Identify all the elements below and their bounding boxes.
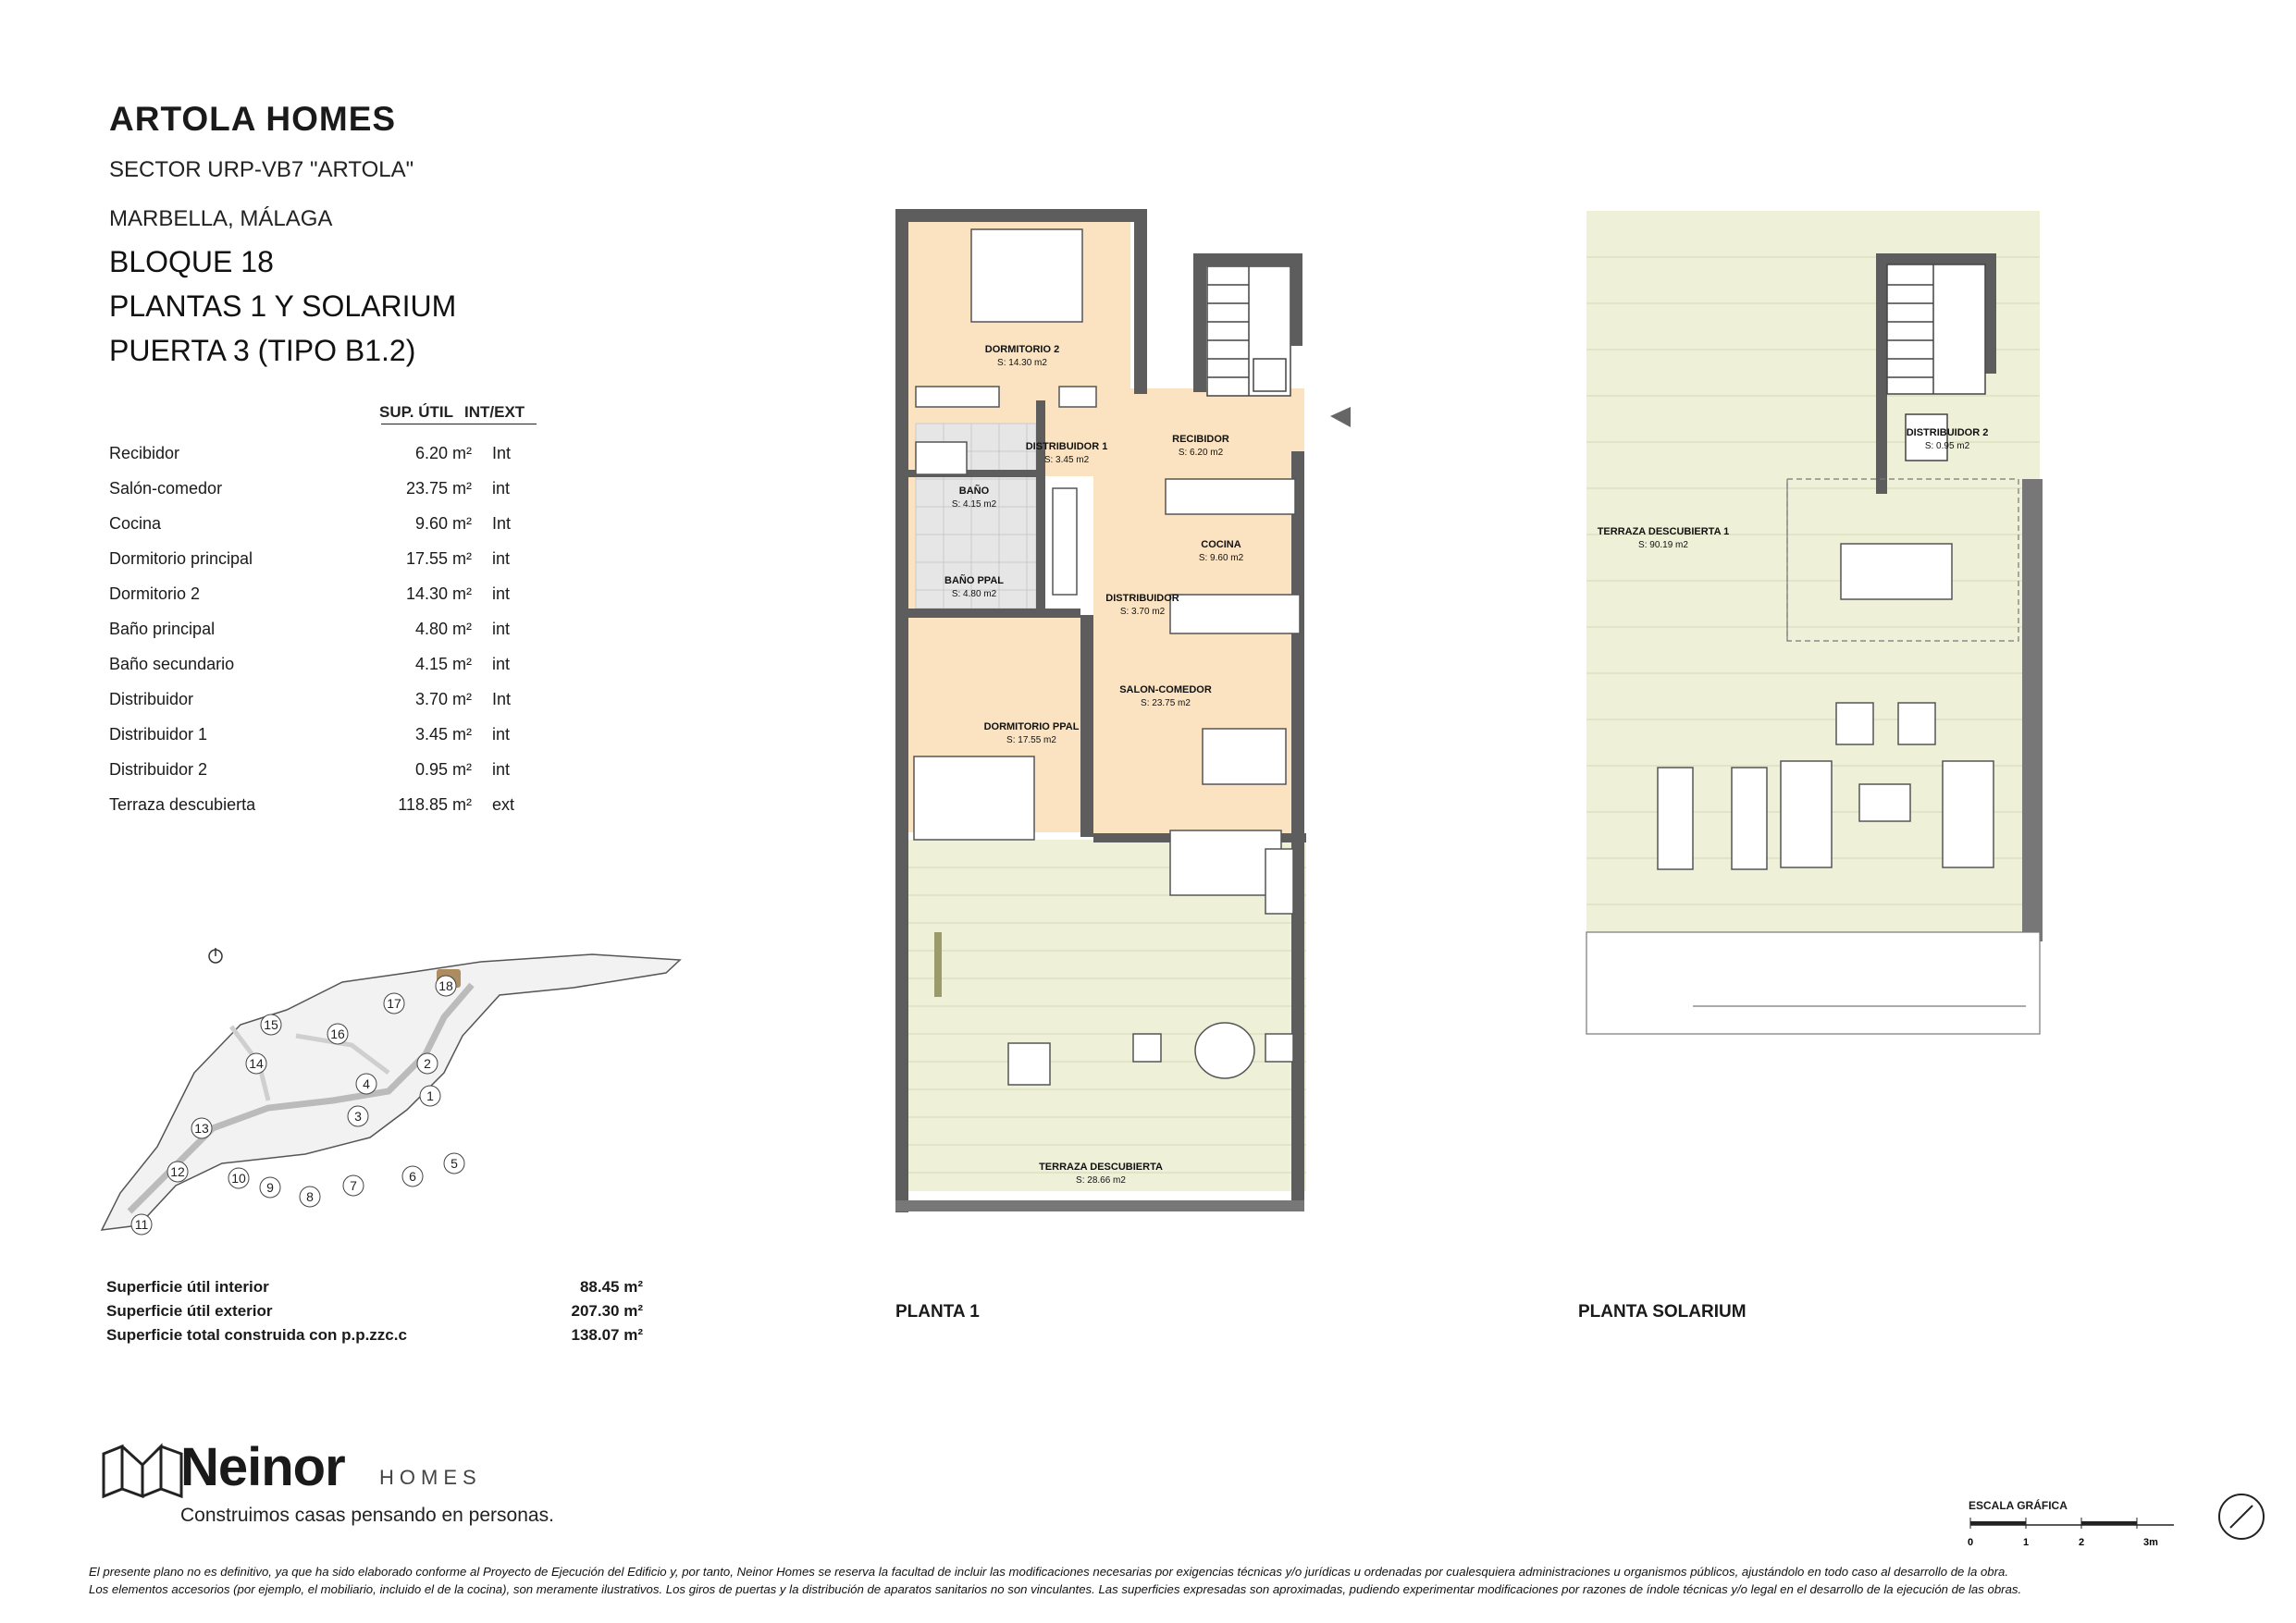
svg-text:2: 2	[424, 1056, 431, 1071]
block-number-1	[420, 1086, 440, 1106]
svg-text:S: 6.20 m2: S: 6.20 m2	[1178, 448, 1224, 458]
sunbed-icon	[1732, 768, 1767, 869]
kitchen-counter-icon	[1166, 479, 1295, 514]
svg-text:BAÑO PPAL: BAÑO PPAL	[944, 575, 1004, 586]
room-name: Baño secundario	[109, 655, 235, 673]
plan-caption-level-1: PLANTA 1	[895, 1302, 980, 1322]
wardrobe-icon	[1053, 488, 1077, 595]
block-number-15	[261, 1014, 281, 1035]
room-type: int	[492, 479, 511, 498]
sofa-icon	[1170, 830, 1281, 895]
svg-text:9: 9	[266, 1180, 274, 1195]
svg-text:6: 6	[409, 1169, 416, 1184]
door-line: PUERTA 3 (TIPO B1.2)	[109, 334, 416, 367]
wardrobe-icon	[916, 387, 999, 407]
room-name: Terraza descubierta	[109, 795, 256, 814]
svg-text:13: 13	[194, 1121, 209, 1136]
solarium-lower-terrace	[1586, 932, 2040, 1034]
room-area: 4.15 m²	[414, 655, 472, 673]
room-name: Dormitorio principal	[109, 549, 253, 568]
svg-text:COCINA: COCINA	[1201, 539, 1241, 550]
svg-text:14: 14	[249, 1056, 264, 1071]
scale-bar	[1961, 1503, 2183, 1555]
room-area: 4.80 m²	[414, 620, 472, 638]
room-type: int	[492, 760, 511, 779]
dining-table-icon	[1203, 729, 1286, 784]
table-row	[109, 760, 553, 795]
room-type: int	[492, 725, 511, 744]
total-value: 207.30 m²	[571, 1302, 643, 1320]
svg-text:DISTRIBUIDOR: DISTRIBUIDOR	[1105, 593, 1179, 604]
svg-text:S: 14.30 m2: S: 14.30 m2	[997, 358, 1047, 368]
svg-text:S: 9.60 m2: S: 9.60 m2	[1198, 553, 1244, 563]
wardrobe-icon	[1059, 387, 1096, 407]
room-area: 3.45 m²	[414, 725, 472, 744]
block-number-8	[300, 1187, 320, 1207]
total-value: 138.07 m²	[571, 1326, 643, 1344]
svg-text:S: 3.45 m2: S: 3.45 m2	[1043, 455, 1090, 465]
scale-tick: 1	[2022, 1537, 2030, 1548]
svg-text:17: 17	[387, 996, 401, 1011]
block-number-17	[384, 993, 404, 1014]
svg-text:S: 17.55 m2: S: 17.55 m2	[1006, 735, 1056, 745]
svg-text:DISTRIBUIDOR 1: DISTRIBUIDOR 1	[1025, 441, 1108, 452]
table-row	[109, 690, 553, 725]
site-plan	[74, 934, 703, 1248]
table-row	[109, 479, 553, 514]
floor-plan-level-1	[888, 202, 1351, 1219]
scale-tick: 2	[2078, 1537, 2085, 1548]
scale-tick: 3m	[2143, 1537, 2158, 1548]
neinor-logo-icon	[100, 1443, 189, 1500]
floor-plan-solarium	[1573, 202, 2072, 1219]
bathtub-icon	[916, 442, 967, 474]
block-number-16	[327, 1024, 348, 1044]
svg-text:S: 90.19 m2: S: 90.19 m2	[1638, 540, 1688, 550]
block-number-10	[228, 1168, 249, 1188]
block-number-5	[444, 1153, 464, 1174]
terrace-table-icon	[1008, 1043, 1050, 1085]
svg-text:10: 10	[231, 1171, 246, 1186]
svg-text:5: 5	[451, 1156, 458, 1171]
svg-text:18: 18	[438, 978, 453, 993]
table-row	[109, 655, 553, 690]
block-number-13	[191, 1118, 212, 1138]
scale-tick: 0	[1967, 1537, 1974, 1548]
room-name: Baño principal	[109, 620, 216, 638]
outdoor-sofa-icon	[1943, 761, 1994, 867]
svg-text:1: 1	[426, 1088, 434, 1103]
block-number-9	[260, 1177, 280, 1198]
disclaimer-line-2: Los elementos accesorios (por ejemplo, el mobiliario, incluido el de la cocina), son meramente ilustrativos. Los giros de puertas y la distribución de aparatos sanitarios no son vinculantes. Las superficies expresadas son aproximadas, pudiendo experimentar modificaciones por razones de índole técnicas y/o legal en el desarrollo de la ejecución de las obras.	[89, 1582, 2022, 1596]
col-type-header: INT/EXT	[464, 403, 525, 421]
total-name: Superficie total construida con p.p.zzc.c	[106, 1326, 407, 1344]
room-type: int	[492, 655, 511, 673]
room-type: int	[492, 584, 511, 603]
entrance-arrow-icon	[1330, 407, 1351, 427]
location-line: MARBELLA, MÁLAGA	[109, 206, 333, 231]
svg-text:15: 15	[264, 1017, 278, 1032]
svg-text:S: 28.66 m2: S: 28.66 m2	[1076, 1175, 1126, 1186]
outdoor-sofa-icon	[1781, 761, 1832, 867]
svg-text:3: 3	[354, 1109, 362, 1124]
round-table-icon	[1195, 1023, 1254, 1078]
lounger-icon	[1265, 1034, 1293, 1062]
table-row	[109, 444, 553, 479]
north-marker-icon	[209, 948, 222, 963]
svg-text:16: 16	[330, 1027, 345, 1041]
lounger-icon	[1133, 1034, 1161, 1062]
master-bed-icon	[914, 756, 1034, 840]
room-area: 23.75 m²	[405, 479, 472, 498]
block-number-7	[343, 1175, 364, 1196]
svg-text:8: 8	[306, 1189, 314, 1204]
room-type: Int	[492, 514, 512, 533]
table-row	[109, 549, 553, 584]
kitchen-island-icon	[1170, 595, 1300, 633]
coffee-table-icon	[1859, 784, 1910, 821]
block-line: BLOQUE 18	[109, 245, 274, 278]
room-name: Cocina	[109, 514, 162, 533]
plan-caption-solarium: PLANTA SOLARIUM	[1578, 1302, 1747, 1322]
room-name: Distribuidor	[109, 690, 194, 708]
room-area: 17.55 m²	[405, 549, 472, 568]
table-row	[109, 514, 553, 549]
svg-text:TERRAZA DESCUBIERTA: TERRAZA DESCUBIERTA	[1039, 1162, 1163, 1173]
block-number-12	[167, 1162, 188, 1182]
svg-text:RECIBIDOR: RECIBIDOR	[1172, 434, 1229, 445]
total-row	[106, 1278, 643, 1302]
block-number-14	[246, 1053, 266, 1074]
double-bed-icon	[971, 229, 1082, 322]
svg-text:7: 7	[350, 1178, 357, 1193]
block-number-4	[356, 1074, 376, 1094]
svg-text:S: 23.75 m2: S: 23.75 m2	[1141, 698, 1191, 708]
room-name: Recibidor	[109, 444, 180, 462]
brand-name: Neinor	[180, 1437, 345, 1497]
floors-line: PLANTAS 1 Y SOLARIUM	[109, 289, 457, 323]
scale-title: ESCALA GRÁFICA	[1969, 1499, 2068, 1512]
sunbed-icon	[1658, 768, 1693, 869]
armchair-icon	[1265, 849, 1293, 914]
room-type: ext	[492, 795, 515, 814]
svg-text:DORMITORIO 2: DORMITORIO 2	[984, 344, 1060, 355]
svg-text:S: 4.80 m2: S: 4.80 m2	[951, 589, 997, 599]
room-name: Distribuidor 1	[109, 725, 208, 744]
table-row	[109, 620, 553, 655]
table-row	[109, 584, 553, 620]
room-type: int	[492, 549, 511, 568]
block-number-18	[436, 976, 456, 996]
total-row	[106, 1326, 643, 1350]
svg-text:BAÑO: BAÑO	[958, 486, 990, 497]
block-number-11	[131, 1214, 152, 1235]
project-title: ARTOLA HOMES	[109, 100, 397, 138]
svg-text:TERRAZA DESCUBIERTA 1: TERRAZA DESCUBIERTA 1	[1597, 526, 1730, 537]
table-row	[109, 725, 553, 760]
svg-text:4: 4	[363, 1076, 370, 1091]
outdoor-armchair-icon	[1898, 703, 1935, 744]
svg-text:S: 4.15 m2: S: 4.15 m2	[951, 499, 997, 510]
room-area: 14.30 m²	[405, 584, 472, 603]
svg-text:S: 3.70 m2: S: 3.70 m2	[1119, 607, 1166, 617]
room-area: 9.60 m²	[414, 514, 472, 533]
svg-text:S: 0.95 m2: S: 0.95 m2	[1924, 441, 1970, 451]
room-name: Salón-comedor	[109, 479, 223, 498]
total-row	[106, 1302, 643, 1326]
svg-text:SALON-COMEDOR: SALON-COMEDOR	[1119, 684, 1212, 695]
sector-line: SECTOR URP-VB7 "ARTOLA"	[109, 157, 414, 182]
svg-text:DORMITORIO PPAL: DORMITORIO PPAL	[983, 721, 1080, 732]
room-area: 6.20 m²	[414, 444, 472, 462]
room-area: 0.95 m²	[414, 760, 472, 779]
room-area: 3.70 m²	[414, 690, 472, 708]
brand-tagline: Construimos casas pensando en personas.	[180, 1505, 554, 1526]
svg-text:11: 11	[134, 1217, 149, 1232]
total-value: 88.45 m²	[579, 1278, 643, 1296]
compass-icon	[2216, 1491, 2267, 1543]
block-number-6	[402, 1166, 423, 1187]
outdoor-dining-table-icon	[1841, 544, 1952, 599]
svg-text:DISTRIBUIDOR 2: DISTRIBUIDOR 2	[1906, 427, 1989, 438]
total-name: Superficie útil interior	[106, 1278, 269, 1296]
room-name: Dormitorio 2	[109, 584, 201, 603]
room-type: int	[492, 620, 511, 638]
block-number-2	[417, 1053, 438, 1074]
block-number-3	[348, 1106, 368, 1126]
outdoor-armchair-icon	[1836, 703, 1873, 744]
room-name: Distribuidor 2	[109, 760, 208, 779]
table-row	[109, 795, 553, 830]
total-name: Superficie útil exterior	[106, 1302, 273, 1320]
room-type: Int	[492, 690, 512, 708]
brand-subtitle: HOMES	[379, 1466, 482, 1489]
stair-icon	[1207, 266, 1290, 396]
room-area: 118.85 m²	[398, 795, 472, 814]
svg-text:12: 12	[170, 1164, 185, 1179]
room-type: Int	[492, 444, 512, 462]
disclaimer-line-1: El presente plano no es definitivo, ya que ha sido elaborado conforme al Proyecto de Ejecución del Edificio y, por tanto, Neinor Homes se reserva la facultad de incluir las modificaciones necesarias por exigencias técnicas y/o jurídicas u ordenadas por cualesquiera administraciones u organismos públicos, ajustándolo en todo caso al desarrollo de la obra.	[89, 1565, 2009, 1579]
col-area-header: SUP. ÚTIL	[379, 403, 453, 421]
